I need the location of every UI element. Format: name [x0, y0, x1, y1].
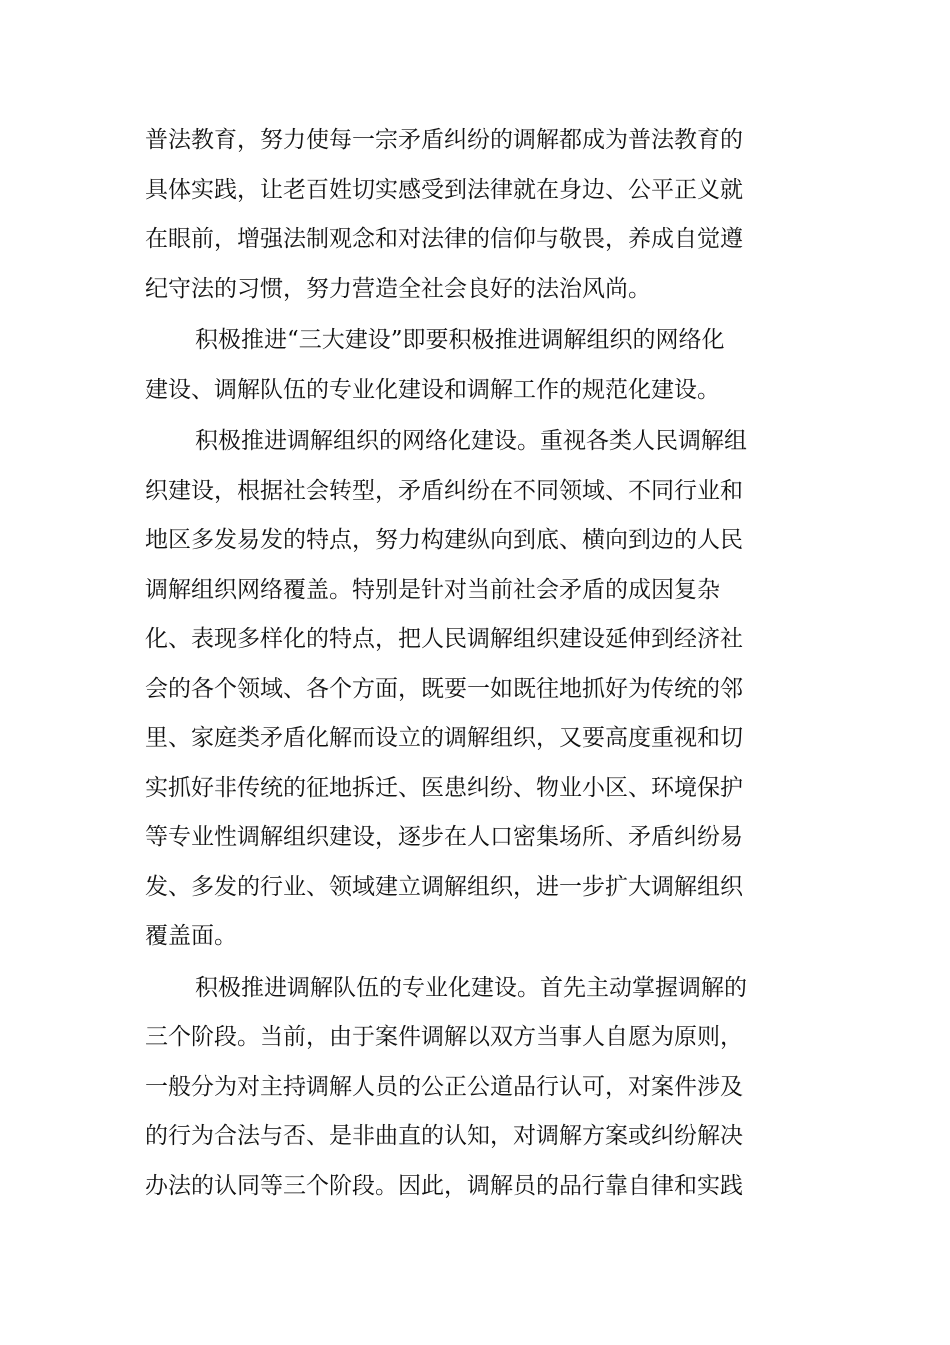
paragraph: [145, 116, 765, 314]
text-line: 调解组织网络覆盖。特别是针对当前社会矛盾的成因复杂: [145, 576, 720, 603]
text-line: 具体实践，让老百姓切实感受到法律就在身边、公平正义就: [145, 176, 743, 203]
text-line: 织建设，根据社会转型，矛盾纠纷在不同领域、不同行业和: [145, 477, 743, 504]
document-body: [145, 116, 765, 1211]
paragraph: [145, 316, 765, 415]
text-line: 地区多发易发的特点，努力构建纵向到底、横向到边的人民: [145, 527, 743, 553]
paragraph: [145, 964, 765, 1212]
text-line: 积极推进调解队伍的专业化建设。首先主动掌握调解的: [195, 974, 747, 1001]
text-line: 等专业性调解组织建设，逐步在人口密集场所、矛盾纠纷易: [145, 824, 743, 850]
text-line: 实抓好非传统的征地拆迁、医患纠纷、物业小区、环境保护: [145, 774, 743, 801]
text-line: 发、多发的行业、领域建立调解组织，进一步扩大调解组织: [145, 873, 743, 900]
text-line: 在眼前，增强法制观念和对法律的信仰与敬畏，养成自觉遵: [145, 226, 743, 252]
text-line: 覆盖面。: [145, 923, 237, 949]
text-line: 会的各个领域、各个方面，既要一如既往地抓好为传统的邻: [145, 675, 743, 702]
text-line: 办法的认同等三个阶段。因此，调解员的品行靠自律和实践: [145, 1172, 743, 1199]
text-line: 积极推进调解组织的网络化建设。重视各类人民调解组: [195, 428, 747, 454]
text-line: 普法教育，努力使每一宗矛盾纠纷的调解都成为普法教育的: [145, 127, 743, 153]
text-line: 一般分为对主持调解人员的公正公道品行认可，对案件涉及: [145, 1073, 743, 1100]
text-line: 化、表现多样化的特点，把人民调解组织建设延伸到经济社: [145, 626, 743, 652]
paragraph: [145, 417, 765, 962]
text-line: 的行为合法与否、是非曲直的认知，对调解方案或纠纷解决: [145, 1123, 743, 1149]
text-line: 里、家庭类矛盾化解而设立的调解组织，又要高度重视和切: [145, 725, 743, 751]
text-line: 纪守法的习惯，努力营造全社会良好的法治风尚。: [145, 275, 651, 302]
text-line: 建设、调解队伍的专业化建设和调解工作的规范化建设。: [145, 376, 720, 403]
text-line: 积极推进“三大建设”即要积极推进调解组织的网络化: [195, 327, 725, 353]
text-line: 三个阶段。当前，由于案件调解以双方当事人自愿为原则，: [145, 1024, 743, 1050]
